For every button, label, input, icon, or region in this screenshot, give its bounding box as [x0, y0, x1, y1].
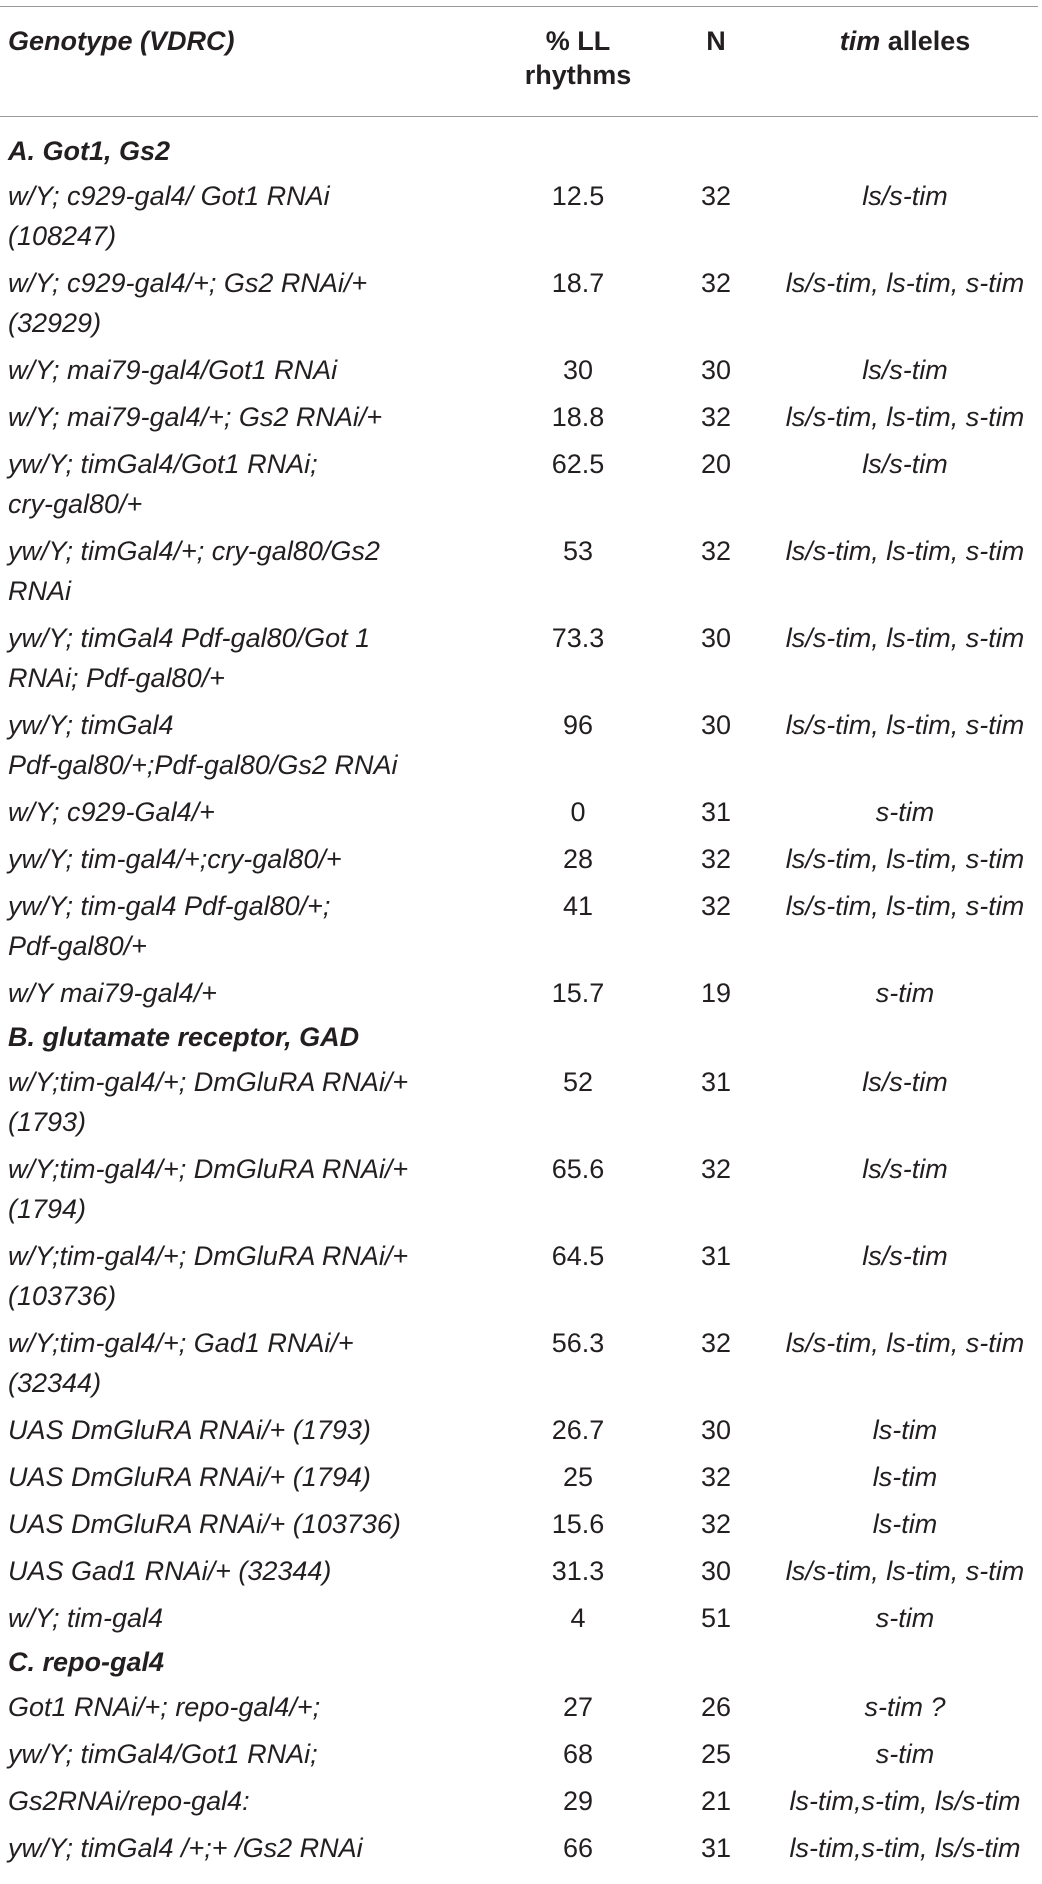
n-cell: 32 [700, 402, 732, 432]
section-header-row [0, 134, 1042, 176]
genotype-line1: yw/Y; timGal4 /+;+ /Gs2 RNAi [8, 1833, 363, 1863]
genotype-line2: (1794) [8, 1194, 87, 1224]
ll-rhythms-cell: 27 [562, 1692, 594, 1722]
genotype-line1: w/Y;tim-gal4/+; Gad1 RNAi/+ [8, 1328, 354, 1358]
genotype-cell [0, 1687, 490, 1727]
genotype-line1: yw/Y; timGal4/Got1 RNAi; [8, 449, 318, 479]
header-ll-line1: % LL [545, 26, 611, 56]
genotype-line1: w/Y;tim-gal4/+; DmGluRA RNAi/+ [8, 1067, 409, 1097]
genotype-line1: yw/Y; timGal4/+; cry-gal80/Gs2 [8, 536, 380, 566]
tim-alleles-cell: ls/s-tim [862, 1154, 948, 1184]
genotype-line1: w/Y; mai79-gal4/+; Gs2 RNAi/+ [8, 402, 383, 432]
tim-alleles-cell: ls/s-tim, ls-tim, s-tim [785, 402, 1025, 432]
genotype-line1: w/Y;tim-gal4/+; DmGluRA RNAi/+ [8, 1241, 409, 1271]
genotype-cell [0, 444, 490, 524]
table-row [0, 1062, 1042, 1149]
genotype-line2: (108247) [8, 221, 117, 251]
tim-alleles-cell: s-tim [875, 797, 935, 827]
tim-alleles-cell: s-tim [875, 978, 935, 1008]
n-cell: 19 [700, 978, 732, 1008]
tim-alleles-cell: ls-tim [872, 1509, 938, 1539]
genotype-line1: w/Y; mai79-gal4/Got1 RNAi [8, 355, 338, 385]
table-row [0, 1410, 1042, 1457]
genotype-line1: yw/Y; tim-gal4/+;cry-gal80/+ [8, 844, 342, 874]
genotype-line1: yw/Y; timGal4/Got1 RNAi; [8, 1739, 318, 1769]
tim-alleles-cell: ls-tim [872, 1462, 938, 1492]
ll-rhythms-cell: 26.7 [551, 1415, 605, 1445]
tim-alleles-cell: ls-tim [872, 1415, 938, 1445]
ll-rhythms-cell: 18.8 [551, 402, 605, 432]
genotype-line1: w/Y; tim-gal4 [8, 1603, 164, 1633]
ll-rhythms-cell: 30 [562, 355, 594, 385]
genotype-line2: (32929) [8, 308, 102, 338]
genotype-cell [0, 1457, 490, 1497]
table-row [0, 839, 1042, 886]
genotype-cell [0, 1828, 490, 1868]
n-cell: 32 [700, 1509, 732, 1539]
table-row [0, 1828, 1042, 1875]
genotype-cell [0, 263, 490, 343]
header-tim-italic: tim [839, 26, 881, 56]
n-cell: 32 [700, 891, 732, 921]
genotype-line1: UAS DmGluRA RNAi/+ (1793) [8, 1415, 371, 1445]
section-title: B. glutamate receptor, GAD [8, 1022, 360, 1052]
genotype-line2: (1793) [8, 1107, 87, 1137]
tim-alleles-cell: ls/s-tim, ls-tim, s-tim [785, 844, 1025, 874]
tim-alleles-cell: ls/s-tim, ls-tim, s-tim [785, 268, 1025, 298]
tim-alleles-cell: ls/s-tim [862, 355, 948, 385]
header-ll-line2: rhythms [524, 60, 632, 90]
table-row [0, 1504, 1042, 1551]
genotype-line2: cry-gal80/+ [8, 489, 143, 519]
genotype-line1: Gs2RNAi/repo-gal4: [8, 1786, 250, 1816]
genotype-cell [0, 531, 490, 611]
header-rule [0, 116, 1038, 117]
ll-rhythms-cell: 62.5 [551, 449, 605, 479]
genotype-line2: (103736) [8, 1281, 117, 1311]
tim-alleles-cell: ls-tim,s-tim, ls/s-tim [789, 1786, 1021, 1816]
genotype-cell [0, 886, 490, 966]
ll-rhythms-cell: 65.6 [551, 1154, 605, 1184]
table-row [0, 618, 1042, 705]
ll-rhythms-cell: 52 [562, 1067, 594, 1097]
n-cell: 32 [700, 844, 732, 874]
ll-rhythms-cell: 56.3 [551, 1328, 605, 1358]
n-cell: 31 [700, 1067, 732, 1097]
genotype-line1: UAS Gad1 RNAi/+ (32344) [8, 1556, 332, 1586]
tim-alleles-cell: ls-tim,s-tim, ls/s-tim [789, 1833, 1021, 1863]
tim-alleles-cell: s-tim [875, 1603, 935, 1633]
n-cell: 32 [700, 268, 732, 298]
genotype-cell [0, 1734, 490, 1774]
genotype-cell [0, 1062, 490, 1142]
table-row [0, 886, 1042, 973]
ll-rhythms-cell: 4 [570, 1603, 586, 1633]
table-row [0, 1551, 1042, 1598]
ll-rhythms-cell: 29 [562, 1786, 594, 1816]
n-cell: 30 [700, 355, 732, 385]
genotype-line1: w/Y; c929-gal4/ Got1 RNAi [8, 181, 330, 211]
ll-rhythms-cell: 25 [562, 1462, 594, 1492]
table-row [0, 1457, 1042, 1504]
ll-rhythms-cell: 68 [562, 1739, 594, 1769]
tim-alleles-cell: ls/s-tim, ls-tim, s-tim [785, 623, 1025, 653]
tim-alleles-cell: ls/s-tim, ls-tim, s-tim [785, 710, 1025, 740]
tim-alleles-cell: ls/s-tim [862, 181, 948, 211]
n-cell: 31 [700, 1241, 732, 1271]
table-row [0, 263, 1042, 350]
tim-alleles-cell: s-tim [875, 1739, 935, 1769]
genotype-cell [0, 176, 490, 256]
genotype-line1: yw/Y; timGal4 [8, 710, 174, 740]
tim-alleles-cell: s-tim ? [864, 1692, 946, 1722]
genotype-cell [0, 1781, 490, 1821]
n-cell: 51 [700, 1603, 732, 1633]
tim-alleles-cell: ls/s-tim, ls-tim, s-tim [785, 536, 1025, 566]
header-genotype: Genotype (VDRC) [8, 26, 235, 56]
table-body [0, 134, 1042, 1875]
genotype-cell [0, 397, 490, 437]
ll-rhythms-cell: 0 [570, 797, 586, 827]
n-cell: 32 [700, 1328, 732, 1358]
tim-alleles-cell: ls/s-tim [862, 1067, 948, 1097]
n-cell: 20 [700, 449, 732, 479]
table-row [0, 350, 1042, 397]
header-tim-rest: alleles [880, 26, 971, 56]
genotype-line1: UAS DmGluRA RNAi/+ (1794) [8, 1462, 371, 1492]
n-cell: 32 [700, 536, 732, 566]
table-row [0, 1781, 1042, 1828]
genotype-line1: w/Y; c929-gal4/+; Gs2 RNAi/+ [8, 268, 368, 298]
genotype-cell [0, 1236, 490, 1316]
ll-rhythms-cell: 15.6 [551, 1509, 605, 1539]
n-cell: 30 [700, 710, 732, 740]
genotype-cell [0, 792, 490, 832]
genotype-cell [0, 350, 490, 390]
table-row [0, 397, 1042, 444]
ll-rhythms-cell: 66 [562, 1833, 594, 1863]
tim-alleles-cell: ls/s-tim, ls-tim, s-tim [785, 1556, 1025, 1586]
genotype-line1: Got1 RNAi/+; repo-gal4/+; [8, 1692, 321, 1722]
n-cell: 25 [700, 1739, 732, 1769]
genotype-line1: yw/Y; timGal4 Pdf-gal80/Got 1 [8, 623, 371, 653]
ll-rhythms-cell: 12.5 [551, 181, 605, 211]
genotype-cell [0, 1551, 490, 1591]
genotype-cell [0, 1410, 490, 1450]
table-row [0, 1236, 1042, 1323]
n-cell: 31 [700, 797, 732, 827]
tim-alleles-cell: ls/s-tim, ls-tim, s-tim [785, 1328, 1025, 1358]
ll-rhythms-cell: 31.3 [551, 1556, 605, 1586]
genotype-line1: w/Y; c929-Gal4/+ [8, 797, 215, 827]
ll-rhythms-cell: 73.3 [551, 623, 605, 653]
table-row [0, 1598, 1042, 1645]
genotype-line2: (32344) [8, 1368, 102, 1398]
ll-rhythms-cell: 15.7 [551, 978, 605, 1008]
genotype-line1: w/Y mai79-gal4/+ [8, 978, 217, 1008]
n-cell: 30 [700, 1415, 732, 1445]
ll-rhythms-cell: 64.5 [551, 1241, 605, 1271]
table-row [0, 1734, 1042, 1781]
table-row [0, 1687, 1042, 1734]
section-header-row [0, 1645, 1042, 1687]
table-row [0, 792, 1042, 839]
tim-alleles-cell: ls/s-tim, ls-tim, s-tim [785, 891, 1025, 921]
ll-rhythms-cell: 18.7 [551, 268, 605, 298]
n-cell: 21 [700, 1786, 732, 1816]
genotype-cell [0, 1598, 490, 1638]
genotype-line1: yw/Y; tim-gal4 Pdf-gal80/+; [8, 891, 331, 921]
table-row [0, 531, 1042, 618]
top-rule [0, 6, 1038, 7]
n-cell: 26 [700, 1692, 732, 1722]
header-n: N [706, 26, 726, 56]
genotype-line2: Pdf-gal80/+ [8, 931, 147, 961]
table-row [0, 1323, 1042, 1410]
genotype-cell [0, 1504, 490, 1544]
ll-rhythms-cell: 28 [562, 844, 594, 874]
genotype-cell [0, 705, 490, 785]
genotype-cell [0, 973, 490, 1013]
ll-rhythms-cell: 53 [562, 536, 594, 566]
section-title: A. Got1, Gs2 [8, 136, 171, 166]
n-cell: 32 [700, 1462, 732, 1492]
n-cell: 32 [700, 1154, 732, 1184]
genotype-line2: RNAi; Pdf-gal80/+ [8, 663, 225, 693]
n-cell: 30 [700, 1556, 732, 1586]
tim-alleles-cell: ls/s-tim [862, 449, 948, 479]
genotype-cell [0, 839, 490, 879]
table-row [0, 1149, 1042, 1236]
n-cell: 32 [700, 181, 732, 211]
genotype-line2: RNAi [8, 576, 72, 606]
genotype-cell [0, 1323, 490, 1403]
header-tim-alleles [770, 24, 1040, 58]
header-ll-rhythms [500, 24, 656, 92]
ll-rhythms-cell: 41 [562, 891, 594, 921]
table-row [0, 973, 1042, 1020]
tim-alleles-cell: ls/s-tim [862, 1241, 948, 1271]
table-row [0, 176, 1042, 263]
section-header-row [0, 1020, 1042, 1062]
genotype-cell [0, 618, 490, 698]
genotype-line2: Pdf-gal80/+;Pdf-gal80/Gs2 RNAi [8, 750, 398, 780]
n-cell: 30 [700, 623, 732, 653]
table-row [0, 444, 1042, 531]
section-title: C. repo-gal4 [8, 1647, 165, 1677]
table-row [0, 705, 1042, 792]
genotype-line1: UAS DmGluRA RNAi/+ (103736) [8, 1509, 401, 1539]
genotype-cell [0, 1149, 490, 1229]
n-cell: 31 [700, 1833, 732, 1863]
ll-rhythms-cell: 96 [562, 710, 594, 740]
genotype-line1: w/Y;tim-gal4/+; DmGluRA RNAi/+ [8, 1154, 409, 1184]
